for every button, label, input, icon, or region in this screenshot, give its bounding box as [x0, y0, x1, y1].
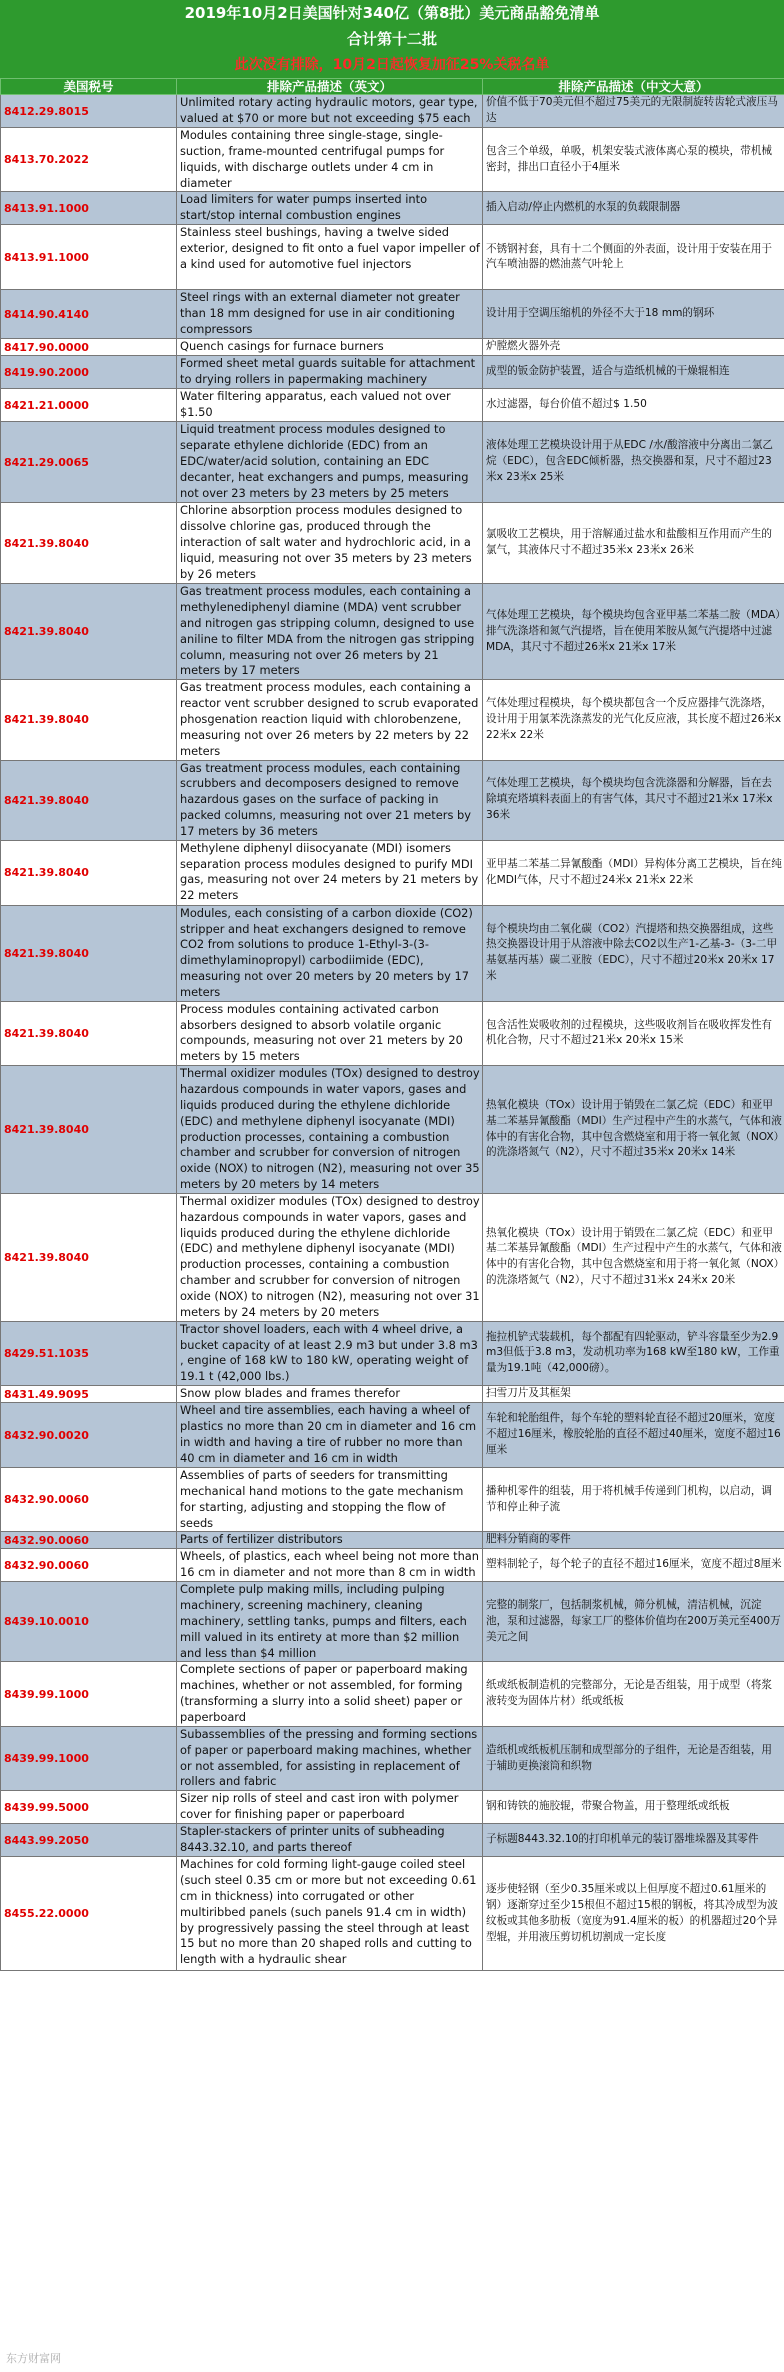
english-description-cell: Subassemblies of the pressing and forming sections of paper or paperboard making machines, whether or not assembled, for assisting in replacement of rollers and fabric [177, 1726, 483, 1790]
english-description-cell: Parts of fertilizer distributors [177, 1532, 483, 1549]
table-row [1, 1582, 784, 1662]
chinese-description-cell: 亚甲基二苯基二异氰酸酯（MDI）异构体分离工艺模块，旨在纯化MDI气体，尺寸不超过24米x 21米x 22米 [483, 840, 784, 905]
page-notice: 此次没有排除，10月2日起恢复加征25%关税名单 [234, 57, 550, 73]
english-description-cell: Formed sheet metal guards suitable for attachment to drying rollers in papermaking machinery [177, 356, 483, 389]
english-description-cell: Load limiters for water pumps inserted into start/stop internal combustion engines [177, 192, 483, 225]
table-row [1, 422, 784, 503]
chinese-description-cell: 每个模块均由二氧化碳（CO2）汽提塔和热交换器组成，这些热交换器设计用于从溶液中除去CO2以生产1-乙基-3-（3-二甲基氨基丙基）碳二亚胺（EDC），尺寸不超过20米x 20米x 17米 [483, 905, 784, 1001]
tariff-code-cell: 8432.90.0060 [1, 1532, 177, 1549]
english-description-cell: Thermal oxidizer modules (TOx) designed to destroy hazardous compounds in water vapors, gases and liquids produced during the ethylene dichloride (EDC) and methylene diphenyl isocyanate (MDI) production processes, containing a combustion chamber and scrubber for conversion of nitrogen oxide (NOX) to nitrogen (N2), measuring not over 31 meters by 24 meters by 20 meters [177, 1193, 483, 1321]
table-body [1, 95, 784, 1971]
chinese-description-cell: 完整的制浆厂，包括制浆机械，筛分机械，清洁机械，沉淀池，泵和过滤器，每家工厂的整体价值均在200万美元至400万美元之间 [483, 1582, 784, 1662]
chinese-description-cell: 水过滤器，每台价值不超过$ 1.50 [483, 389, 784, 422]
tariff-code-cell: 8429.51.1035 [1, 1321, 177, 1385]
tariff-code-cell: 8432.90.0060 [1, 1468, 177, 1532]
table-row [1, 290, 784, 339]
chinese-description-cell: 纸或纸板制造机的完整部分，无论是否组装，用于成型（将浆液转变为固体片材）纸或纸板 [483, 1662, 784, 1726]
table-row [1, 1321, 784, 1385]
table-row [1, 905, 784, 1001]
chinese-description-cell: 气体处理工艺模块，每个模块均包含洗涤器和分解器，旨在去除填充塔填料表面上的有害气体，其尺寸不超过21米x 17米x 36米 [483, 760, 784, 840]
english-description-cell: Wheels, of plastics, each wheel being not more than 16 cm in diameter and not more than 8 cm in width [177, 1549, 483, 1582]
english-description-cell: Complete pulp making mills, including pulping machinery, screening machinery, cleaning machinery, settling tanks, pumps and filters, each mill valued in its entirety at more than $2 million and less than $4 million [177, 1582, 483, 1662]
tariff-code-cell: 8413.70.2022 [1, 128, 177, 192]
tariff-code-cell: 8421.39.8040 [1, 840, 177, 905]
tariff-code-cell: 8431.49.9095 [1, 1386, 177, 1403]
chinese-description-cell: 气体处理工艺模块，每个模块均包含亚甲基二苯基二胺（MDA）排气洗涤塔和氮气汽提塔，旨在使用苯胺从氮气汽提塔中过滤MDA，其尺寸不超过26米x 21米x 17米 [483, 584, 784, 680]
english-description-cell: Gas treatment process modules, each containing a reactor vent scrubber designed to scrub evaporated phosgenation reaction liquid with chlorobenzene, measuring not over 26 meters by 22 meters by 22 meters [177, 680, 483, 760]
page-title: 2019年10月2日美国针对340亿（第8批）美元商品豁免清单 [184, 4, 600, 22]
english-description-cell: Methylene diphenyl diisocyanate (MDI) isomers separation process modules designed to purify MDI gas, measuring not over 24 meters by 21 meters by 22 meters [177, 840, 483, 905]
chinese-description-cell: 车轮和轮胎组件，每个车轮的塑料轮直径不超过20厘米，宽度不超过16厘米，橡胶轮胎的直径不超过40厘米，宽度不超过16厘米 [483, 1403, 784, 1468]
english-description-cell: Modules containing three single-stage, single-suction, frame-mounted centrifugal pumps for liquids, with discharge outlets under 4 cm in diameter [177, 128, 483, 192]
tariff-code-cell: 8439.99.1000 [1, 1726, 177, 1790]
english-description-cell: Wheel and tire assemblies, each having a wheel of plastics no more than 20 cm in diameter and 16 cm in width and having a tire of rubber no more than 40 cm in diameter and 16 cm in width [177, 1403, 483, 1468]
english-description-cell: Process modules containing activated carbon absorbers designed to absorb volatile organic compounds, measuring not over 21 meters by 20 meters by 15 meters [177, 1001, 483, 1065]
english-description-cell: Snow plow blades and frames therefor [177, 1386, 483, 1403]
tariff-code-cell: 8413.91.1000 [1, 192, 177, 225]
tariff-code-cell: 8421.39.8040 [1, 1001, 177, 1065]
tariff-code-cell: 8421.39.8040 [1, 584, 177, 680]
table-row [1, 1857, 784, 1971]
table-row [1, 128, 784, 192]
column-header-en: 排除产品描述（英文） [177, 79, 483, 95]
table-row [1, 680, 784, 760]
table-row [1, 1066, 784, 1194]
tariff-code-cell: 8421.21.0000 [1, 389, 177, 422]
tariff-code-cell: 8443.99.2050 [1, 1824, 177, 1857]
english-description-cell: Water filtering apparatus, each valued not over $1.50 [177, 389, 483, 422]
chinese-description-cell: 成型的钣金防护装置，适合与造纸机械的干燥辊相连 [483, 356, 784, 389]
tariff-code-cell: 8413.91.1000 [1, 225, 177, 290]
chinese-description-cell: 肥料分销商的零件 [483, 1532, 784, 1549]
chinese-description-cell: 设计用于空调压缩机的外径不大于18 mm的钢环 [483, 290, 784, 339]
chinese-description-cell: 价值不低于70美元但不超过75美元的无限制旋转齿轮式液压马达 [483, 95, 784, 128]
table-row [1, 95, 784, 128]
tariff-code-cell: 8421.39.8040 [1, 680, 177, 760]
tariff-code-cell: 8414.90.4140 [1, 290, 177, 339]
table-row [1, 503, 784, 584]
page-subtitle: 合计第十二批 [346, 30, 437, 48]
table-row [1, 1001, 784, 1065]
table-row [1, 1662, 784, 1726]
table-header-row [1, 79, 784, 95]
chinese-description-cell: 气体处理过程模块，每个模块都包含一个反应器排气洗涤塔，设计用于用氯苯洗涤蒸发的光气化反应液，其长度不超过26米x 22米x 22米 [483, 680, 784, 760]
english-description-cell: Liquid treatment process modules designed to separate ethylene dichloride (EDC) from an EDC/water/acid solution, containing an EDC decanter, heat exchangers and pumps, measuring not over 23 meters by 23 meters by 25 meters [177, 422, 483, 503]
tariff-code-cell: 8439.99.1000 [1, 1662, 177, 1726]
english-description-cell: Complete sections of paper or paperboard making machines, whether or not assembled, for forming (transforming a slurry into a solid sheet) paper or paperboard [177, 1662, 483, 1726]
chinese-description-cell: 塑料制轮子，每个轮子的直径不超过16厘米，宽度不超过8厘米 [483, 1549, 784, 1582]
table-row [1, 339, 784, 356]
english-description-cell: Chlorine absorption process modules designed to dissolve chlorine gas, produced through the interaction of salt water and hydrochloric acid, in a liquid, measuring not over 35 meters by 23 meters by 26 meters [177, 503, 483, 584]
chinese-description-cell: 拖拉机铲式装载机，每个都配有四轮驱动，铲斗容量至少为2.9 m3但低于3.8 m3，发动机功率为168 kW至180 kW，工作重量为19.1吨（42,000磅）。 [483, 1321, 784, 1385]
chinese-description-cell: 热氧化模块（TOx）设计用于销毁在二氯乙烷（EDC）和亚甲基二苯基异氰酸酯（MDI）生产过程中产生的水蒸气，气体和液体中的有害化合物，其中包含燃烧室和用于将一氧化氮（NOX）的洗涤塔氮气（N2），尺寸不超过35米x 20米x 14米 [483, 1066, 784, 1194]
english-description-cell: Quench casings for furnace burners [177, 339, 483, 356]
chinese-description-cell: 造纸机或纸板机压制和成型部分的子组件，无论是否组装，用于辅助更换滚筒和织物 [483, 1726, 784, 1790]
english-description-cell: Stainless steel bushings, having a twelve sided exterior, designed to fit onto a fuel vapor impeller of a kind used for automotive fuel injectors [177, 225, 483, 290]
tariff-code-cell: 8421.39.8040 [1, 1066, 177, 1194]
english-description-cell: Steel rings with an external diameter not greater than 18 mm designed for use in air conditioning compressors [177, 290, 483, 339]
chinese-description-cell: 逐步使轻钢（至少0.35厘米或以上但厚度不超过0.61厘米的钢）逐渐穿过至少15根但不超过15根的钢板，将其冷成型为波纹板或其他多肋板（宽度为91.4厘米的板）的机器超过20个异型辊，并用液压剪切机切割成一定长度 [483, 1857, 784, 1971]
english-description-cell: Modules, each consisting of a carbon dioxide (CO2) stripper and heat exchangers designed to remove CO2 from solutions to produce 1-Ethyl-3-(3- dimethylaminopropyl) carbodiimide (EDC), measuring not over 20 meters by 20 meters by 17 meters [177, 905, 483, 1001]
chinese-description-cell: 包含三个单级，单吸，机架安装式液体离心泵的模块，带机械密封，排出口直径小于4厘米 [483, 128, 784, 192]
english-description-cell: Machines for cold forming light-gauge coiled steel (such steel 0.35 cm or more but not exceeding 0.61 cm in thickness) into corrugated or other multiribbed panels (such panels 91.4 cm in width) by progressively passing the steel through at least 15 but no more than 20 shaped rolls and cutting to length with a hydraulic shear [177, 1857, 483, 1971]
table-row [1, 1791, 784, 1824]
chinese-description-cell: 炉膛燃火器外壳 [483, 339, 784, 356]
english-description-cell: Assemblies of parts of seeders for transmitting mechanical hand motions to the gate mechanism for starting, adjusting and stopping the flow of seeds [177, 1468, 483, 1532]
table-row [1, 225, 784, 290]
chinese-description-cell: 扫雪刀片及其框架 [483, 1386, 784, 1403]
table-row [1, 1549, 784, 1582]
tariff-code-cell: 8432.90.0020 [1, 1403, 177, 1468]
table-row [1, 192, 784, 225]
watermark-text: 东方财富网 [6, 2352, 61, 2365]
table-row [1, 1726, 784, 1790]
tariff-code-cell: 8412.29.8015 [1, 95, 177, 128]
table-row [1, 1386, 784, 1403]
chinese-description-cell: 播种机零件的组装，用于将机械手传递到门机构，以启动，调节和停止种子流 [483, 1468, 784, 1532]
table-row [1, 356, 784, 389]
chinese-description-cell: 钢和铸铁的施胶辊，带聚合物盖，用于整理纸或纸板 [483, 1791, 784, 1824]
table-row [1, 1193, 784, 1321]
english-description-cell: Unlimited rotary acting hydraulic motors, gear type, valued at $70 or more but not exceeding $75 each [177, 95, 483, 128]
exclusion-table [0, 78, 784, 1971]
english-description-cell: Stapler-stackers of printer units of subheading 8443.32.10, and parts thereof [177, 1824, 483, 1857]
tariff-code-cell: 8432.90.0060 [1, 1549, 177, 1582]
tariff-code-cell: 8421.29.0065 [1, 422, 177, 503]
tariff-code-cell: 8421.39.8040 [1, 760, 177, 840]
chinese-description-cell: 热氧化模块（TOx）设计用于销毁在二氯乙烷（EDC）和亚甲基二苯基异氰酸酯（MDI）生产过程中产生的水蒸气，气体和液体中的有害化合物，其中包含燃烧室和用于将一氧化氮（NOX）的洗涤塔氮气（N2），尺寸不超过31米x 24米x 20米 [483, 1193, 784, 1321]
column-header-zh: 排除产品描述（中文大意） [483, 79, 784, 95]
chinese-description-cell: 氯吸收工艺模块，用于溶解通过盐水和盐酸相互作用而产生的氯气，其液体尺寸不超过35米x 23米x 26米 [483, 503, 784, 584]
table-row [1, 1403, 784, 1468]
chinese-description-cell: 插入启动/停止内燃机的水泵的负载限制器 [483, 192, 784, 225]
english-description-cell: Tractor shovel loaders, each with 4 wheel drive, a bucket capacity of at least 2.9 m3 but under 3.8 m3 , engine of 168 kW to 180 kW, operating weight of 19.1 t (42,000 lbs.) [177, 1321, 483, 1385]
table-row [1, 840, 784, 905]
tariff-code-cell: 8421.39.8040 [1, 503, 177, 584]
english-description-cell: Gas treatment process modules, each containing scrubbers and decomposers designed to remove hazardous gases on the surface of packing in packed columns, measuring not over 21 meters by 17 meters by 36 meters [177, 760, 483, 840]
tariff-code-cell: 8439.99.5000 [1, 1791, 177, 1824]
english-description-cell: Thermal oxidizer modules (TOx) designed to destroy hazardous compounds in water vapors, gases and liquids produced during the ethylene dichloride (EDC) and methylene diphenyl isocyanate (MDI) production processes, containing a combustion chamber and scrubber for conversion of nitrogen oxide (NOX) to nitrogen (N2), measuring not over 35 meters by 20 meters by 14 meters [177, 1066, 483, 1194]
tariff-code-cell: 8421.39.8040 [1, 1193, 177, 1321]
chinese-description-cell: 液体处理工艺模块设计用于从EDC /水/酸溶液中分离出二氯乙烷（EDC），包含EDC倾析器，热交换器和泵，尺寸不超过23米x 23米x 25米 [483, 422, 784, 503]
table-row [1, 1824, 784, 1857]
english-description-cell: Gas treatment process modules, each containing a methylenediphenyl diamine (MDA) vent scrubber and nitrogen gas stripping column, designed to use aniline to filter MDA from the nitrogen gas stripping column, measuring not over 26 meters by 21 meters by 17 meters [177, 584, 483, 680]
chinese-description-cell: 不锈钢衬套，具有十二个侧面的外表面，设计用于安装在用于汽车喷油器的燃油蒸气叶轮上 [483, 225, 784, 290]
tariff-code-cell: 8421.39.8040 [1, 905, 177, 1001]
table-row [1, 584, 784, 680]
chinese-description-cell: 子标题8443.32.10的打印机单元的装订器堆垛器及其零件 [483, 1824, 784, 1857]
tariff-code-cell: 8455.22.0000 [1, 1857, 177, 1971]
tariff-code-cell: 8439.10.0010 [1, 1582, 177, 1662]
table-row [1, 760, 784, 840]
chinese-description-cell: 包含活性炭吸收剂的过程模块，这些吸收剂旨在吸收挥发性有机化合物，尺寸不超过21米x 20米x 15米 [483, 1001, 784, 1065]
tariff-code-cell: 8419.90.2000 [1, 356, 177, 389]
tariff-code-cell: 8417.90.0000 [1, 339, 177, 356]
table-header-banner [0, 0, 784, 78]
table-row [1, 1468, 784, 1532]
english-description-cell: Sizer nip rolls of steel and cast iron with polymer cover for finishing paper or paperboard [177, 1791, 483, 1824]
column-header-code: 美国税号 [1, 79, 177, 95]
table-row [1, 389, 784, 422]
table-row [1, 1532, 784, 1549]
